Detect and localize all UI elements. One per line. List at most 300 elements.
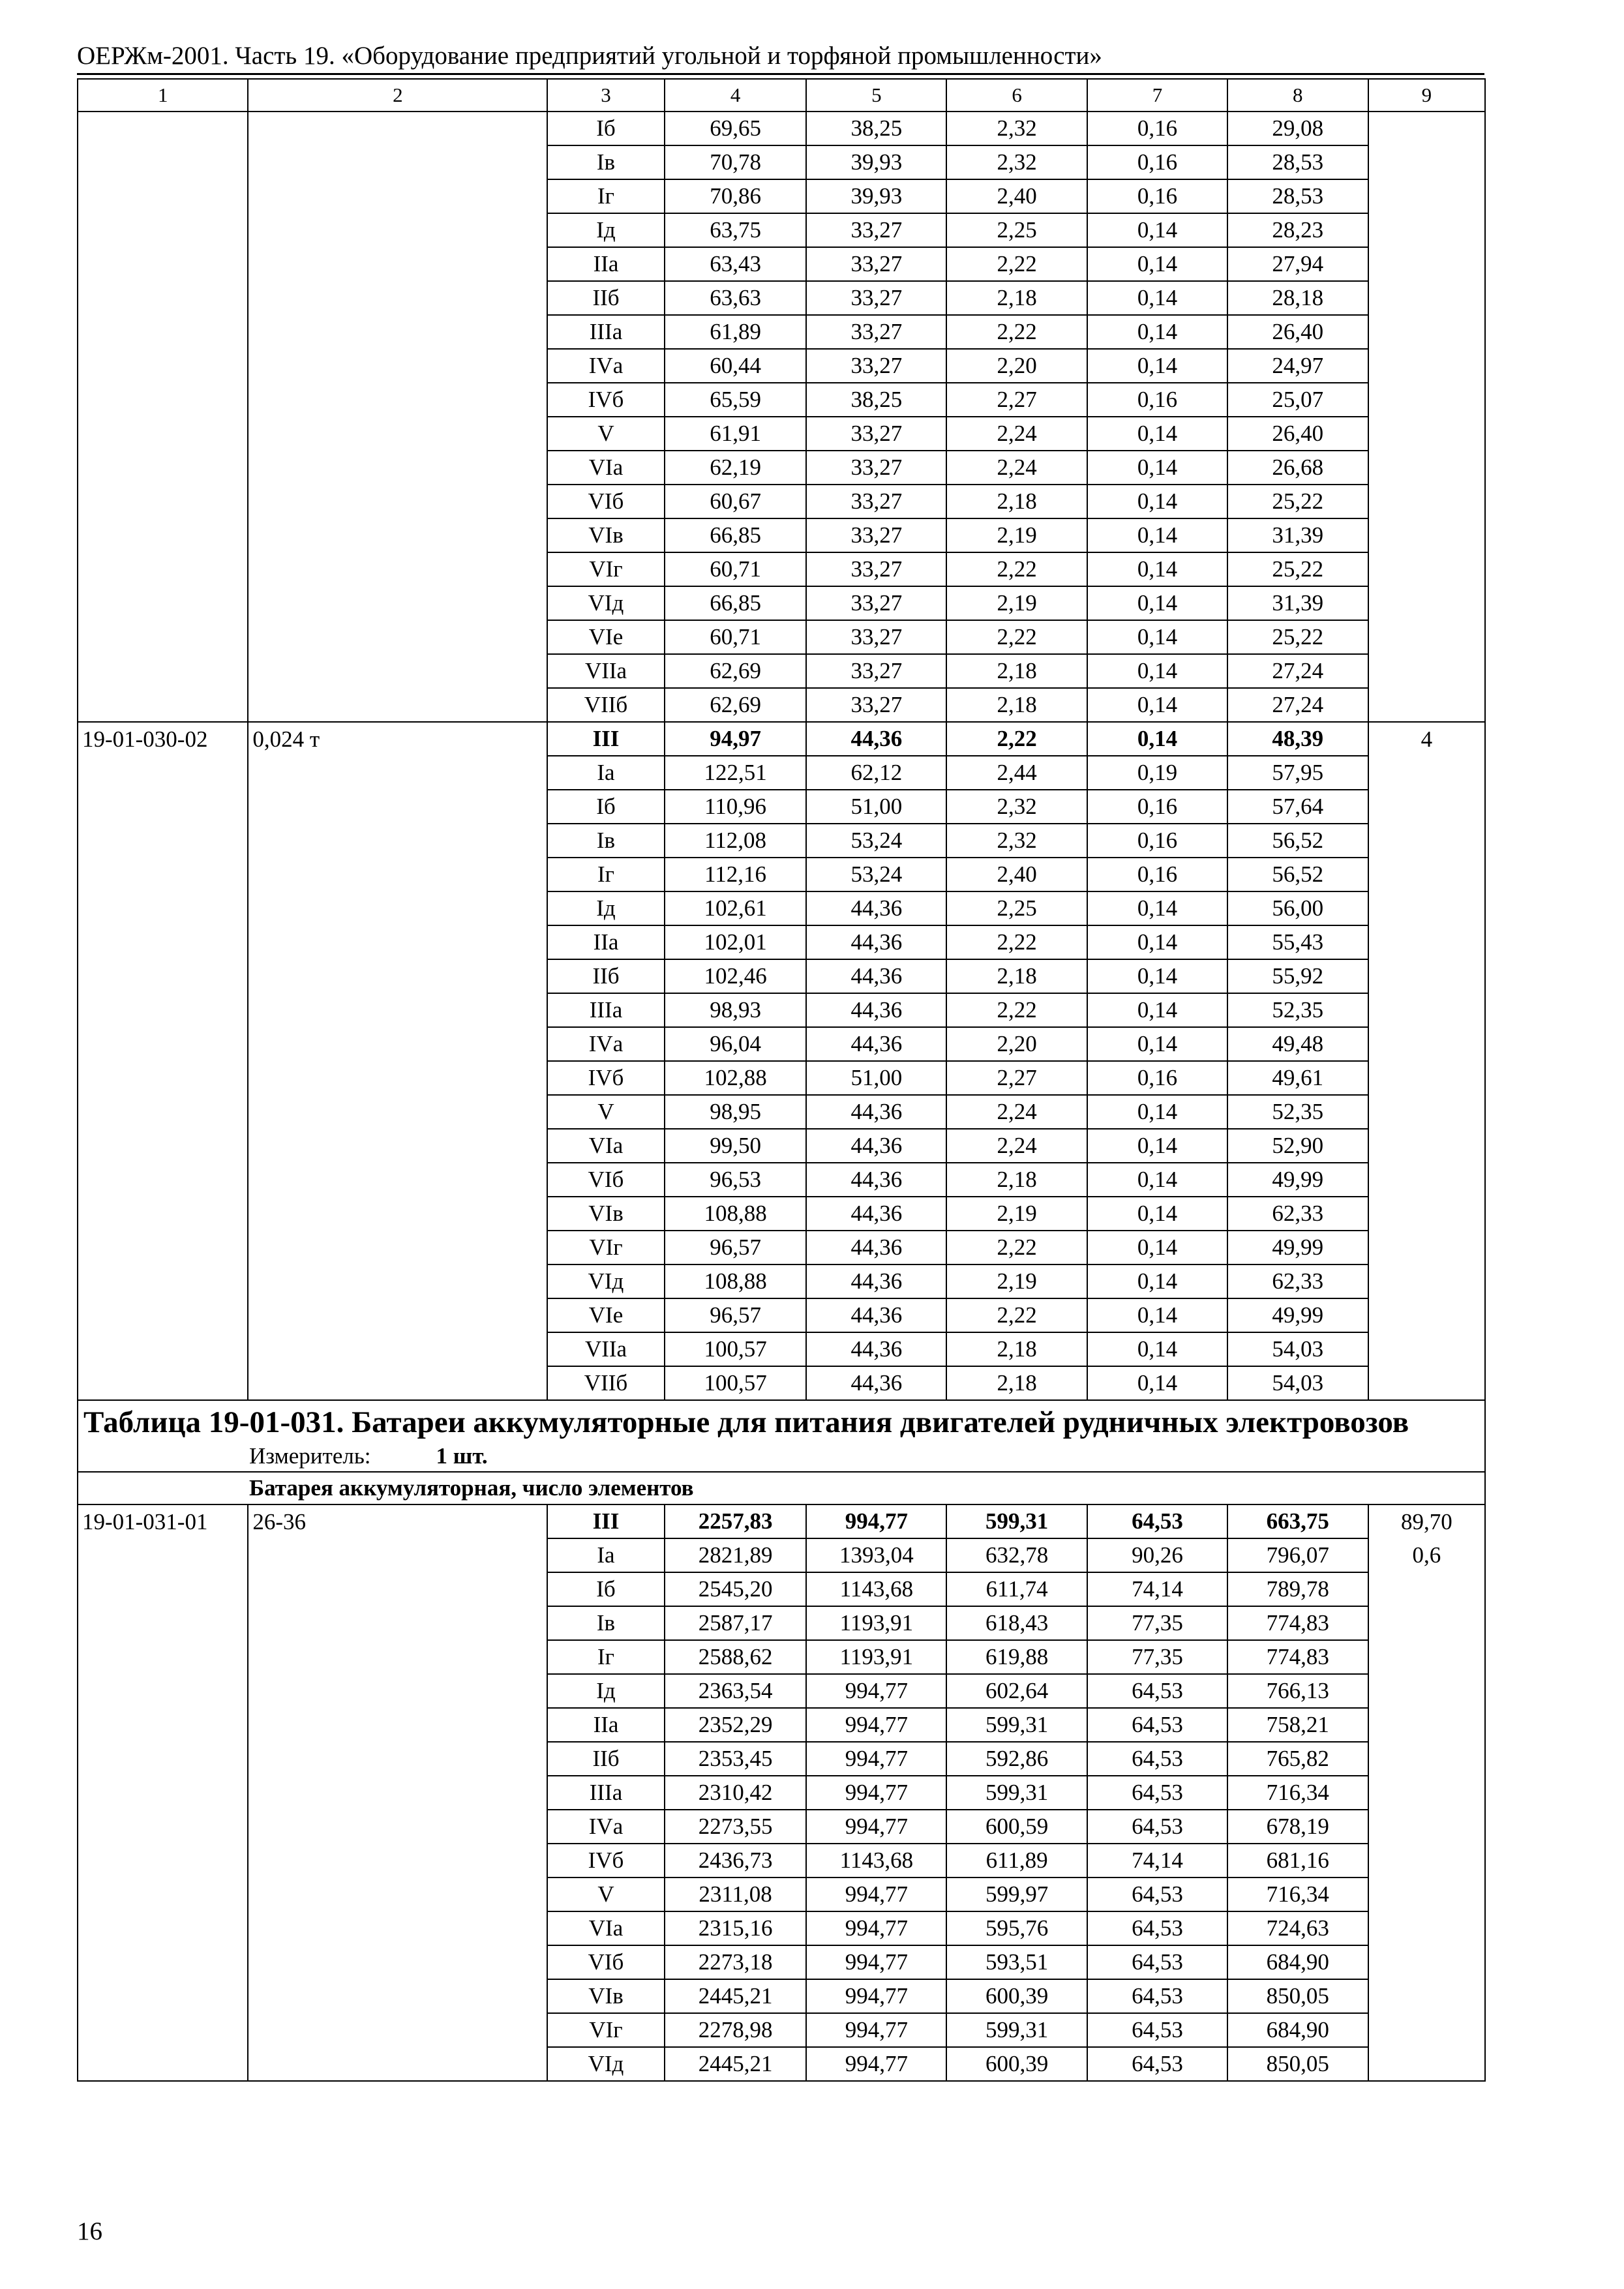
grade-cell: Iд	[547, 891, 664, 925]
grade-cell: VIIа	[547, 1332, 664, 1366]
col9-cell	[1368, 925, 1485, 959]
value-cell: 0,19	[1087, 756, 1227, 790]
grade-cell: Iд	[547, 213, 664, 247]
value-cell: 994,77	[806, 1878, 946, 1911]
value-cell: 0,16	[1087, 179, 1227, 213]
value-cell: 64,53	[1087, 1979, 1227, 2013]
value-cell: 2,22	[946, 552, 1087, 586]
value-cell: 63,63	[665, 281, 807, 315]
column-number-row	[78, 79, 1485, 112]
table-row	[78, 1742, 1485, 1776]
value-cell: 1193,91	[806, 1640, 946, 1674]
value-cell: 28,53	[1227, 179, 1368, 213]
value-cell: 994,77	[806, 1708, 946, 1742]
value-cell: 96,53	[665, 1163, 807, 1197]
value-cell: 27,24	[1227, 688, 1368, 722]
value-cell: 28,18	[1227, 281, 1368, 315]
value-cell: 2,22	[946, 993, 1087, 1027]
grade-cell: Iб	[547, 1572, 664, 1606]
value-cell: 57,95	[1227, 756, 1368, 790]
col9-cell	[1368, 1606, 1485, 1640]
value-cell: 0,14	[1087, 518, 1227, 552]
col9-cell	[1368, 654, 1485, 688]
table-row	[78, 891, 1485, 925]
table-row	[78, 1640, 1485, 1674]
value-cell: 96,04	[665, 1027, 807, 1061]
grade-cell: IVб	[547, 1844, 664, 1878]
code-cell	[78, 1538, 248, 1572]
table-row	[78, 1163, 1485, 1197]
value-cell: 850,05	[1227, 1979, 1368, 2013]
table-row	[78, 1027, 1485, 1061]
value-cell: 2,22	[946, 247, 1087, 281]
grade-cell: VIIб	[547, 1366, 664, 1400]
value-cell: 2257,83	[665, 1504, 807, 1538]
name-cell	[248, 1742, 547, 1776]
value-cell: 599,31	[946, 1504, 1087, 1538]
value-cell: 27,24	[1227, 654, 1368, 688]
value-cell: 1143,68	[806, 1572, 946, 1606]
value-cell: 66,85	[665, 518, 807, 552]
value-cell: 600,39	[946, 2047, 1087, 2081]
value-cell: 2,19	[946, 518, 1087, 552]
name-cell	[248, 824, 547, 858]
column-number: 6	[946, 79, 1087, 112]
value-cell: 54,03	[1227, 1332, 1368, 1366]
grade-cell: Iд	[547, 1674, 664, 1708]
value-cell: 2,18	[946, 1163, 1087, 1197]
value-cell: 994,77	[806, 1810, 946, 1844]
value-cell: 0,16	[1087, 383, 1227, 417]
value-cell: 70,86	[665, 179, 807, 213]
code-cell	[78, 1945, 248, 1979]
value-cell: 0,14	[1087, 620, 1227, 654]
grade-cell: VIв	[547, 1197, 664, 1231]
value-cell: 681,16	[1227, 1844, 1368, 1878]
value-cell: 69,65	[665, 112, 807, 145]
value-cell: 25,22	[1227, 485, 1368, 518]
name-cell	[248, 891, 547, 925]
value-cell: 0,14	[1087, 586, 1227, 620]
grade-cell: Iв	[547, 1606, 664, 1640]
code-cell	[78, 451, 248, 485]
code-cell	[78, 349, 248, 383]
col9-cell	[1368, 281, 1485, 315]
code-cell	[78, 1129, 248, 1163]
value-cell: 0,14	[1087, 552, 1227, 586]
value-cell: 2,22	[946, 722, 1087, 756]
value-cell: 2445,21	[665, 1979, 807, 2013]
value-cell: 2445,21	[665, 2047, 807, 2081]
value-cell: 64,53	[1087, 1945, 1227, 1979]
grade-cell: III	[547, 722, 664, 756]
value-cell: 619,88	[946, 1640, 1087, 1674]
value-cell: 44,36	[806, 993, 946, 1027]
col9-cell	[1368, 959, 1485, 993]
value-cell: 49,61	[1227, 1061, 1368, 1095]
value-cell: 38,25	[806, 112, 946, 145]
code-cell	[78, 2013, 248, 2047]
table-row	[78, 451, 1485, 485]
value-cell: 2363,54	[665, 1674, 807, 1708]
value-cell: 0,14	[1087, 959, 1227, 993]
value-cell: 2311,08	[665, 1878, 807, 1911]
value-cell: 112,08	[665, 824, 807, 858]
grade-cell: VIа	[547, 1911, 664, 1945]
value-cell: 44,36	[806, 1129, 946, 1163]
name-cell	[248, 1538, 547, 1572]
code-cell	[78, 790, 248, 824]
col9-cell: 0,6	[1368, 1538, 1485, 1572]
col9-cell	[1368, 1163, 1485, 1197]
value-cell: 33,27	[806, 552, 946, 586]
value-cell: 2,32	[946, 145, 1087, 179]
table-row	[78, 1095, 1485, 1129]
code-cell	[78, 417, 248, 451]
table-row	[78, 485, 1485, 518]
column-number: 8	[1227, 79, 1368, 112]
value-cell: 2,40	[946, 179, 1087, 213]
code-cell	[78, 383, 248, 417]
value-cell: 33,27	[806, 485, 946, 518]
value-cell: 0,16	[1087, 858, 1227, 891]
value-cell: 1393,04	[806, 1538, 946, 1572]
name-cell	[248, 858, 547, 891]
table-row	[78, 688, 1485, 722]
value-cell: 49,48	[1227, 1027, 1368, 1061]
value-cell: 33,27	[806, 247, 946, 281]
grade-cell: VIг	[547, 2013, 664, 2047]
value-cell: 112,16	[665, 858, 807, 891]
value-cell: 0,14	[1087, 993, 1227, 1027]
col9-cell	[1368, 1708, 1485, 1742]
table-row	[78, 1810, 1485, 1844]
value-cell: 0,14	[1087, 1095, 1227, 1129]
value-cell: 61,89	[665, 315, 807, 349]
code-cell	[78, 281, 248, 315]
value-cell: 62,12	[806, 756, 946, 790]
value-cell: 56,00	[1227, 891, 1368, 925]
code-cell	[78, 1061, 248, 1095]
value-cell: 0,14	[1087, 485, 1227, 518]
code-cell	[78, 1366, 248, 1400]
table-row	[78, 790, 1485, 824]
value-cell: 716,34	[1227, 1776, 1368, 1810]
value-cell: 2,20	[946, 349, 1087, 383]
table-row	[78, 518, 1485, 552]
value-cell: 994,77	[806, 1945, 946, 1979]
table-row	[78, 824, 1485, 858]
value-cell: 53,24	[806, 858, 946, 891]
name-cell	[248, 586, 547, 620]
column-number: 3	[547, 79, 664, 112]
header-rule	[77, 73, 1484, 75]
value-cell: 33,27	[806, 315, 946, 349]
name-cell	[248, 1061, 547, 1095]
value-cell: 766,13	[1227, 1674, 1368, 1708]
col9-cell	[1368, 315, 1485, 349]
grade-cell: IIIа	[547, 315, 664, 349]
code-cell	[78, 1911, 248, 1945]
value-cell: 2,22	[946, 1298, 1087, 1332]
table-row	[78, 756, 1485, 790]
name-cell	[248, 1572, 547, 1606]
value-cell: 49,99	[1227, 1231, 1368, 1264]
col9-cell	[1368, 1231, 1485, 1264]
grade-cell: Iб	[547, 790, 664, 824]
value-cell: 39,93	[806, 145, 946, 179]
value-cell: 52,35	[1227, 1095, 1368, 1129]
value-cell: 74,14	[1087, 1572, 1227, 1606]
grade-cell: V	[547, 1095, 664, 1129]
table-row	[78, 1197, 1485, 1231]
value-cell: 57,64	[1227, 790, 1368, 824]
value-cell: 716,34	[1227, 1878, 1368, 1911]
grade-cell: V	[547, 417, 664, 451]
value-cell: 2,27	[946, 1061, 1087, 1095]
value-cell: 102,61	[665, 891, 807, 925]
grade-cell: VIе	[547, 1298, 664, 1332]
col9-cell	[1368, 2047, 1485, 2081]
table-title-row	[78, 1400, 1485, 1472]
table-row	[78, 383, 1485, 417]
table-row	[78, 1366, 1485, 1400]
col9-cell	[1368, 1197, 1485, 1231]
name-cell: 26-36	[248, 1504, 547, 1538]
value-cell: 52,90	[1227, 1129, 1368, 1163]
table-row	[78, 1674, 1485, 1708]
grade-cell: Iг	[547, 179, 664, 213]
value-cell: 63,75	[665, 213, 807, 247]
value-cell: 2588,62	[665, 1640, 807, 1674]
value-cell: 2,27	[946, 383, 1087, 417]
value-cell: 24,97	[1227, 349, 1368, 383]
table-row	[78, 315, 1485, 349]
column-number: 1	[78, 79, 248, 112]
col9-cell	[1368, 993, 1485, 1027]
value-cell: 994,77	[806, 2013, 946, 2047]
value-cell: 2,40	[946, 858, 1087, 891]
name-cell	[248, 959, 547, 993]
name-cell	[248, 688, 547, 722]
code-cell	[78, 247, 248, 281]
grade-cell: Iг	[547, 858, 664, 891]
value-cell: 66,85	[665, 586, 807, 620]
name-cell	[248, 1945, 547, 1979]
value-cell: 599,31	[946, 2013, 1087, 2047]
name-cell	[248, 1027, 547, 1061]
table-row	[78, 349, 1485, 383]
table-row	[78, 858, 1485, 891]
value-cell: 70,78	[665, 145, 807, 179]
col9-cell	[1368, 1878, 1485, 1911]
value-cell: 44,36	[806, 891, 946, 925]
table-row	[78, 1572, 1485, 1606]
meter-value: 1 шт.	[436, 1443, 488, 1469]
value-cell: 31,39	[1227, 518, 1368, 552]
grade-cell: Iв	[547, 824, 664, 858]
grade-cell: IVа	[547, 1027, 664, 1061]
col9-cell	[1368, 1844, 1485, 1878]
name-cell	[248, 112, 547, 145]
table-row	[78, 1708, 1485, 1742]
value-cell: 27,94	[1227, 247, 1368, 281]
code-cell	[78, 1979, 248, 2013]
value-cell: 994,77	[806, 1911, 946, 1945]
value-cell: 33,27	[806, 281, 946, 315]
value-cell: 56,52	[1227, 824, 1368, 858]
table-row	[78, 2047, 1485, 2081]
value-cell: 29,08	[1227, 112, 1368, 145]
col9-cell	[1368, 756, 1485, 790]
grade-cell: IVа	[547, 349, 664, 383]
table-row	[78, 1911, 1485, 1945]
col9-cell	[1368, 1264, 1485, 1298]
grade-cell: Iа	[547, 1538, 664, 1572]
grade-cell: VIд	[547, 586, 664, 620]
code-cell	[78, 1640, 248, 1674]
col9-cell	[1368, 620, 1485, 654]
grade-cell: VIд	[547, 2047, 664, 2081]
grade-cell: III	[547, 1504, 664, 1538]
value-cell: 0,14	[1087, 1129, 1227, 1163]
value-cell: 774,83	[1227, 1640, 1368, 1674]
value-cell: 599,31	[946, 1708, 1087, 1742]
table-row	[78, 1129, 1485, 1163]
column-number: 9	[1368, 79, 1485, 112]
value-cell: 108,88	[665, 1197, 807, 1231]
value-cell: 2,19	[946, 586, 1087, 620]
value-cell: 60,71	[665, 620, 807, 654]
code-cell	[78, 1810, 248, 1844]
code-cell	[78, 1878, 248, 1911]
grade-cell: VIа	[547, 1129, 664, 1163]
code-cell	[78, 824, 248, 858]
value-cell: 90,26	[1087, 1538, 1227, 1572]
table-row	[78, 654, 1485, 688]
value-cell: 26,68	[1227, 451, 1368, 485]
value-cell: 110,96	[665, 790, 807, 824]
meter-line	[83, 1441, 1479, 1471]
grade-cell: VIе	[547, 620, 664, 654]
value-cell: 2278,98	[665, 2013, 807, 2047]
name-cell	[248, 315, 547, 349]
name-cell	[248, 1095, 547, 1129]
table-row	[78, 213, 1485, 247]
value-cell: 2,18	[946, 959, 1087, 993]
grade-cell: VIг	[547, 1231, 664, 1264]
table-row	[78, 1504, 1485, 1538]
table-row	[78, 417, 1485, 451]
value-cell: 33,27	[806, 620, 946, 654]
value-cell: 62,69	[665, 688, 807, 722]
meter-label: Измеритель:	[249, 1443, 371, 1469]
value-cell: 2,18	[946, 1332, 1087, 1366]
value-cell: 611,74	[946, 1572, 1087, 1606]
grade-cell: VIг	[547, 552, 664, 586]
value-cell: 0,14	[1087, 417, 1227, 451]
value-cell: 64,53	[1087, 1708, 1227, 1742]
table-row	[78, 1979, 1485, 2013]
value-cell: 55,43	[1227, 925, 1368, 959]
col9-cell	[1368, 1810, 1485, 1844]
value-cell: 74,14	[1087, 1844, 1227, 1878]
code-cell	[78, 1332, 248, 1366]
grade-cell: VIб	[547, 485, 664, 518]
value-cell: 678,19	[1227, 1810, 1368, 1844]
code-cell	[78, 891, 248, 925]
value-cell: 44,36	[806, 1366, 946, 1400]
value-cell: 26,40	[1227, 315, 1368, 349]
col9-cell	[1368, 179, 1485, 213]
col9-cell	[1368, 485, 1485, 518]
value-cell: 0,14	[1087, 349, 1227, 383]
value-cell: 53,24	[806, 824, 946, 858]
value-cell: 724,63	[1227, 1911, 1368, 1945]
col9-cell	[1368, 1674, 1485, 1708]
grade-cell: Iг	[547, 1640, 664, 1674]
page-header: ОЕРЖм-2001. Часть 19. «Оборудование предприятий угольной и торфяной промышленности»	[77, 42, 1102, 70]
name-cell	[248, 179, 547, 213]
grade-cell: IIа	[547, 925, 664, 959]
value-cell: 98,95	[665, 1095, 807, 1129]
grade-cell: VIб	[547, 1163, 664, 1197]
table-row	[78, 2013, 1485, 2047]
value-cell: 618,43	[946, 1606, 1087, 1640]
value-cell: 2353,45	[665, 1742, 807, 1776]
col9-cell	[1368, 213, 1485, 247]
code-cell	[78, 688, 248, 722]
col9-cell	[1368, 112, 1485, 145]
name-cell	[248, 1163, 547, 1197]
value-cell: 758,21	[1227, 1708, 1368, 1742]
code-cell	[78, 213, 248, 247]
column-number: 2	[248, 79, 547, 112]
code-cell	[78, 179, 248, 213]
value-cell: 2,18	[946, 1366, 1087, 1400]
code-cell	[78, 145, 248, 179]
grade-cell: VIб	[547, 1945, 664, 1979]
grade-cell: IIа	[547, 247, 664, 281]
value-cell: 44,36	[806, 1332, 946, 1366]
col9-cell	[1368, 586, 1485, 620]
value-cell: 2,25	[946, 213, 1087, 247]
value-cell: 44,36	[806, 1163, 946, 1197]
value-cell: 122,51	[665, 756, 807, 790]
col9-cell	[1368, 417, 1485, 451]
value-cell: 684,90	[1227, 1945, 1368, 1979]
grade-cell: IVб	[547, 1061, 664, 1095]
value-cell: 0,14	[1087, 1298, 1227, 1332]
name-cell	[248, 1129, 547, 1163]
value-cell: 684,90	[1227, 2013, 1368, 2047]
value-cell: 65,59	[665, 383, 807, 417]
value-cell: 2,22	[946, 925, 1087, 959]
value-cell: 599,97	[946, 1878, 1087, 1911]
name-cell	[248, 925, 547, 959]
value-cell: 49,99	[1227, 1163, 1368, 1197]
name-cell	[248, 1264, 547, 1298]
value-cell: 663,75	[1227, 1504, 1368, 1538]
value-cell: 2,18	[946, 485, 1087, 518]
value-cell: 2,22	[946, 1231, 1087, 1264]
value-cell: 77,35	[1087, 1606, 1227, 1640]
value-cell: 0,14	[1087, 688, 1227, 722]
name-cell	[248, 349, 547, 383]
value-cell: 2436,73	[665, 1844, 807, 1878]
value-cell: 33,27	[806, 654, 946, 688]
value-cell: 39,93	[806, 179, 946, 213]
